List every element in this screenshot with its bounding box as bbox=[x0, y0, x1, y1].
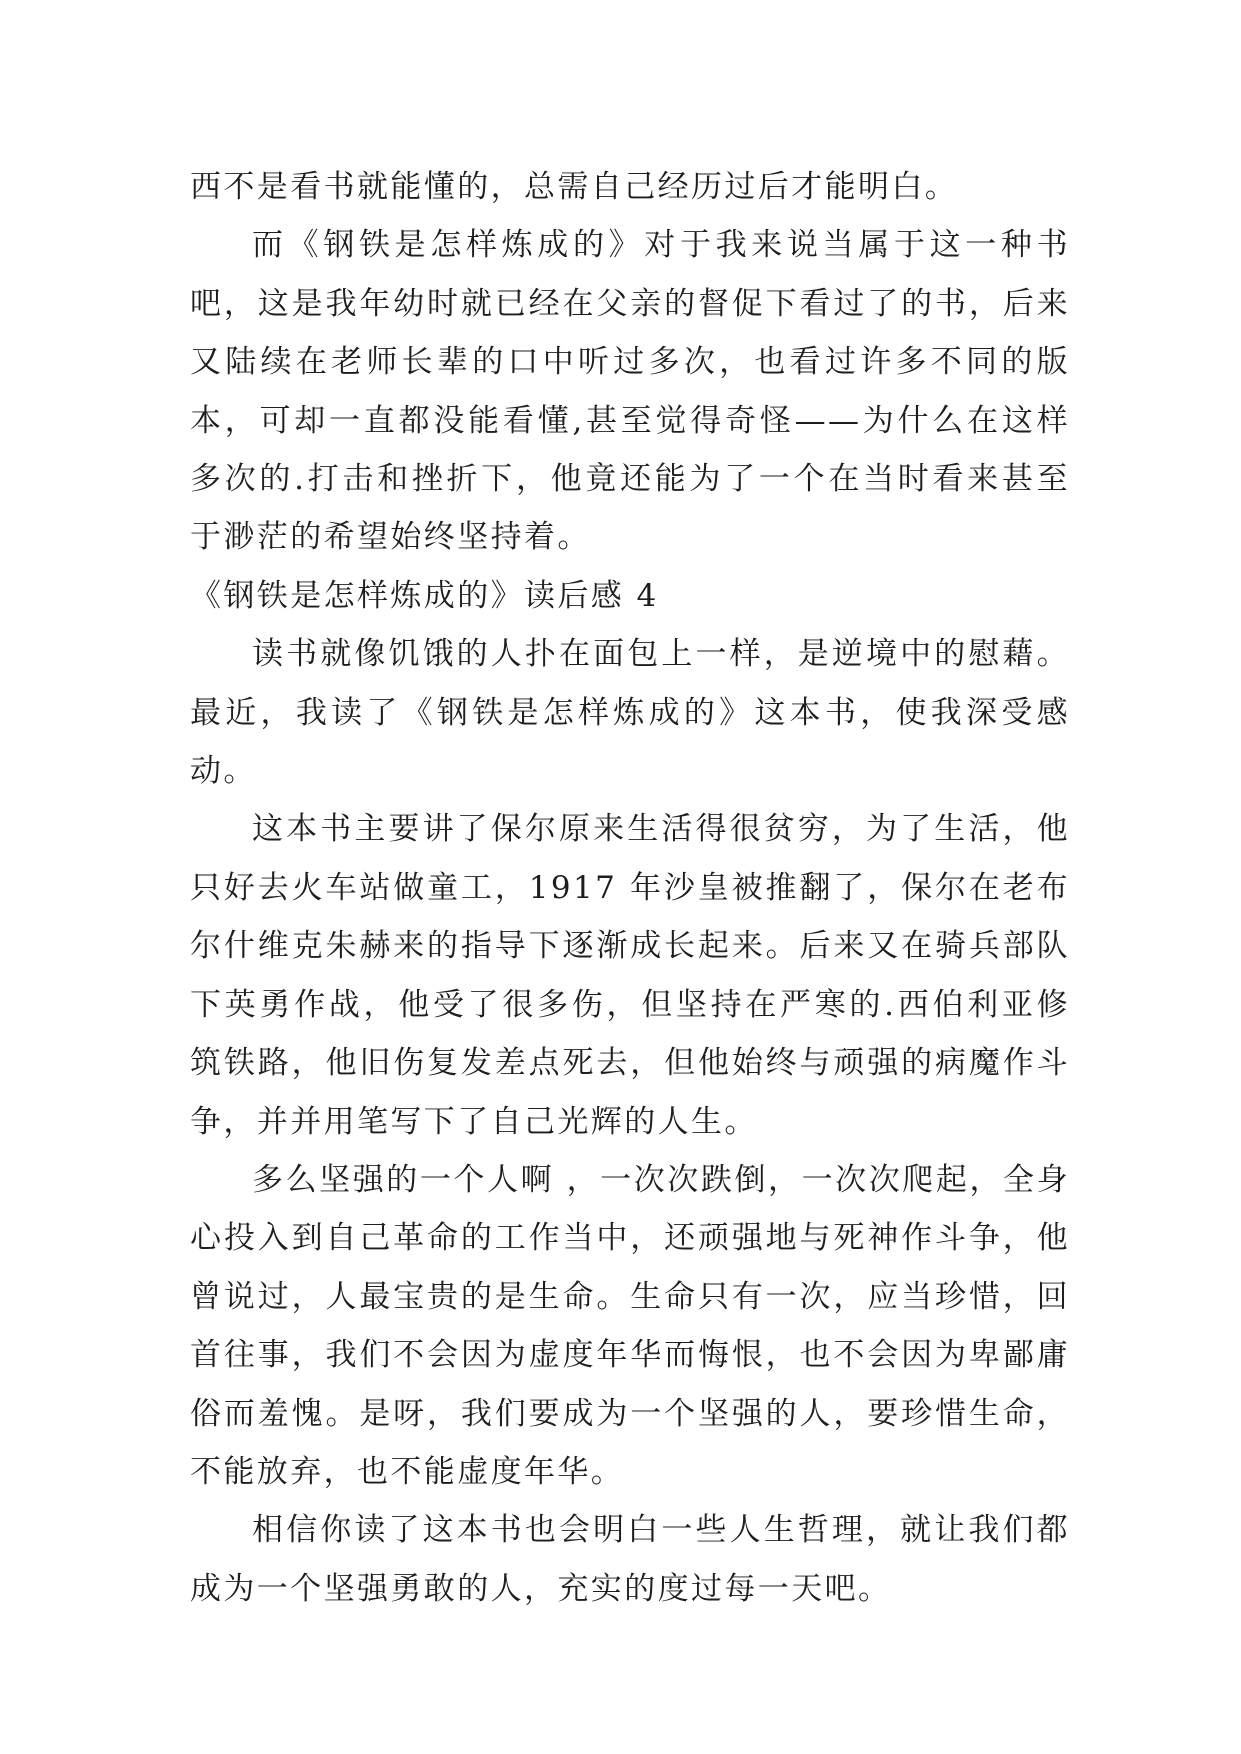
section-heading: 《钢铁是怎样炼成的》读后感 4 bbox=[190, 577, 659, 614]
paragraph-3: 这本书主要讲了保尔原来生活得很贫穷，为了生活，他只好去火车站做童工，1917 年沙皇被推翻了，保尔在老布尔什维克朱赫来的指导下逐渐成长起来。后来又在骑兵部队下英勇作战，他受了很多伤，但坚持在严寒的.西伯利亚修筑铁路，他旧伤复发差点死去，但他始终与顽强的病魔作斗争，并并用笔写下了自己光辉的人生。 bbox=[190, 811, 1070, 1140]
paragraph-5: 相信你读了这本书也会明白一些人生哲理，就让我们都成为一个坚强勇敢的人，充实的度过每一天吧。 bbox=[190, 1512, 1070, 1607]
paragraph-4: 多么坚强的一个人啊 ，一次次跌倒，一次次爬起，全身心投入到自己革命的工作当中，还顽强地与死神作斗争，他曾说过，人最宝贵的是生命。生命只有一次，应当珍惜，回首往事，我们不会因为虚度年华而悔恨，也不会因为卑鄙庸俗而羞愧。是呀，我们要成为一个坚强的人，要珍惜生命，不能放弃，也不能虚度年华。 bbox=[190, 1161, 1070, 1490]
paragraph-1: 而《钢铁是怎样炼成的》对于我来说当属于这一种书吧，这是我年幼时就已经在父亲的督促下看过了的书，后来又陆续在老师长辈的口中听过多次，也看过许多不同的版本，可却一直都没能看懂,甚至觉得奇怪——为什么在这样多次的.打击和挫折下，他竟还能为了一个在当时看来甚至于渺茫的希望始终坚持着。 bbox=[190, 227, 1070, 556]
continued-paragraph: 西不是看书就能懂的，总需自己经历过后才能明白。 bbox=[190, 169, 959, 205]
paragraph-2: 读书就像饥饿的人扑在面包上一样，是逆境中的慰藉。最近，我读了《钢铁是怎样炼成的》这本书，使我深受感动。 bbox=[190, 636, 1070, 790]
document-body bbox=[190, 158, 1070, 1618]
